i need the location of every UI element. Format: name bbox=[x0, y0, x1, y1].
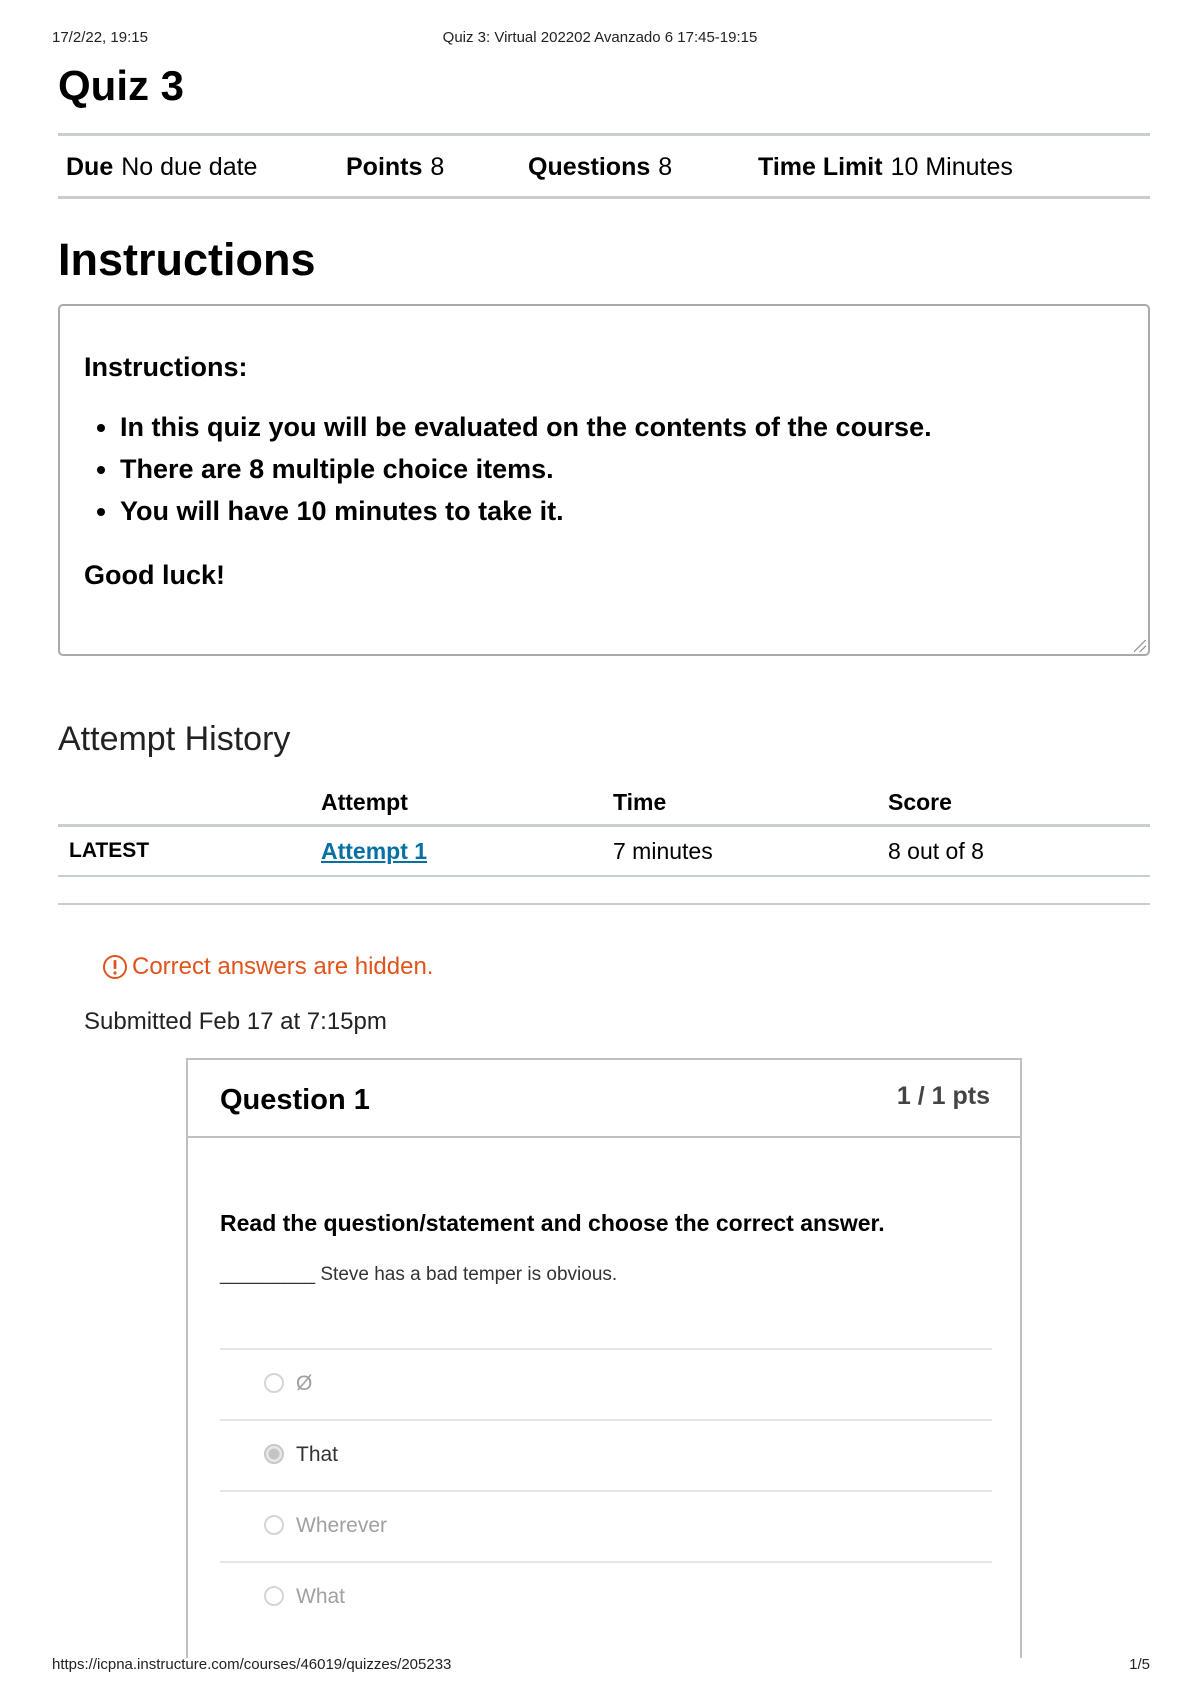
instructions-list bbox=[96, 406, 932, 532]
radio-button[interactable] bbox=[264, 1586, 284, 1606]
questions-label: Questions bbox=[528, 153, 651, 181]
print-date: 17/2/22, 19:15 bbox=[52, 29, 148, 46]
column-header-score: Score bbox=[888, 780, 1150, 826]
instruction-item: • You will have 10 minutes to take it. bbox=[120, 490, 932, 532]
latest-label: LATEST bbox=[58, 826, 321, 877]
page-title: Quiz 3 bbox=[58, 62, 185, 109]
time-limit-value: 10 Minutes bbox=[890, 153, 1013, 181]
radio-button-selected[interactable] bbox=[264, 1444, 284, 1464]
submitted-timestamp: Submitted Feb 17 at 7:15pm bbox=[84, 1008, 387, 1035]
print-page-title: Quiz 3: Virtual 202202 Avanzado 6 17:45-19:15 bbox=[442, 29, 758, 46]
quiz-meta-bar bbox=[58, 133, 1150, 199]
due-value: No due date bbox=[121, 153, 258, 181]
notice-text: Correct answers are hidden. bbox=[132, 953, 434, 980]
instructions-title: Instructions bbox=[58, 234, 316, 285]
question-stem: _________ Steve has a bad temper is obvious. bbox=[220, 1264, 618, 1285]
answer-text: What bbox=[296, 1585, 346, 1608]
time-limit-label: Time Limit bbox=[758, 153, 883, 181]
points-value: 8 bbox=[430, 153, 445, 181]
due-label: Due bbox=[66, 153, 114, 181]
table-header-row bbox=[58, 780, 1150, 826]
attempt-time: 7 minutes bbox=[613, 826, 888, 877]
table-row bbox=[58, 826, 1150, 877]
answer-list bbox=[220, 1348, 992, 1632]
instructions-box bbox=[58, 304, 1150, 656]
radio-button[interactable] bbox=[264, 1515, 284, 1535]
question-prompt: Read the question/statement and choose the correct answer. bbox=[220, 1210, 885, 1236]
time-limit-meta bbox=[758, 153, 1013, 182]
instruction-item: • There are 8 multiple choice items. bbox=[120, 448, 932, 490]
column-header-attempt: Attempt bbox=[321, 780, 613, 826]
instruction-item: • In this quiz you will be evaluated on the contents of the course. bbox=[120, 406, 932, 448]
column-header-blank bbox=[58, 780, 321, 826]
points-meta bbox=[346, 153, 444, 182]
column-header-time: Time bbox=[613, 780, 888, 826]
instructions-heading: Instructions: bbox=[84, 352, 248, 382]
attempt-score: 8 out of 8 bbox=[888, 826, 1150, 877]
print-page-number: 1/5 bbox=[1129, 1656, 1150, 1673]
divider bbox=[58, 903, 1150, 905]
warning-icon bbox=[102, 954, 128, 980]
radio-button[interactable] bbox=[264, 1373, 284, 1393]
resize-grip-icon[interactable] bbox=[1134, 640, 1146, 652]
attempt-link[interactable]: Attempt 1 bbox=[321, 837, 428, 864]
question-points: 1 / 1 pts bbox=[896, 1082, 990, 1110]
points-label: Points bbox=[346, 153, 423, 181]
attempt-history-table bbox=[58, 780, 1150, 877]
questions-value: 8 bbox=[658, 153, 673, 181]
question-header bbox=[188, 1060, 1020, 1138]
attempt-history-title: Attempt History bbox=[58, 720, 291, 758]
answer-option[interactable] bbox=[220, 1490, 992, 1561]
instructions-outro: Good luck! bbox=[84, 560, 225, 590]
hidden-answers-notice bbox=[102, 953, 433, 981]
answer-text: Wherever bbox=[296, 1514, 388, 1537]
answer-text: Ø bbox=[296, 1372, 313, 1395]
questions-meta bbox=[528, 153, 672, 182]
question-card bbox=[186, 1058, 1022, 1658]
print-footer-url: https://icpna.instructure.com/courses/46019/quizzes/205233 bbox=[52, 1656, 452, 1673]
answer-text: That bbox=[296, 1443, 339, 1466]
due-meta bbox=[66, 153, 257, 182]
answer-option[interactable] bbox=[220, 1419, 992, 1490]
answer-option[interactable] bbox=[220, 1561, 992, 1632]
question-title: Question 1 bbox=[220, 1084, 370, 1116]
answer-option[interactable] bbox=[220, 1348, 992, 1419]
